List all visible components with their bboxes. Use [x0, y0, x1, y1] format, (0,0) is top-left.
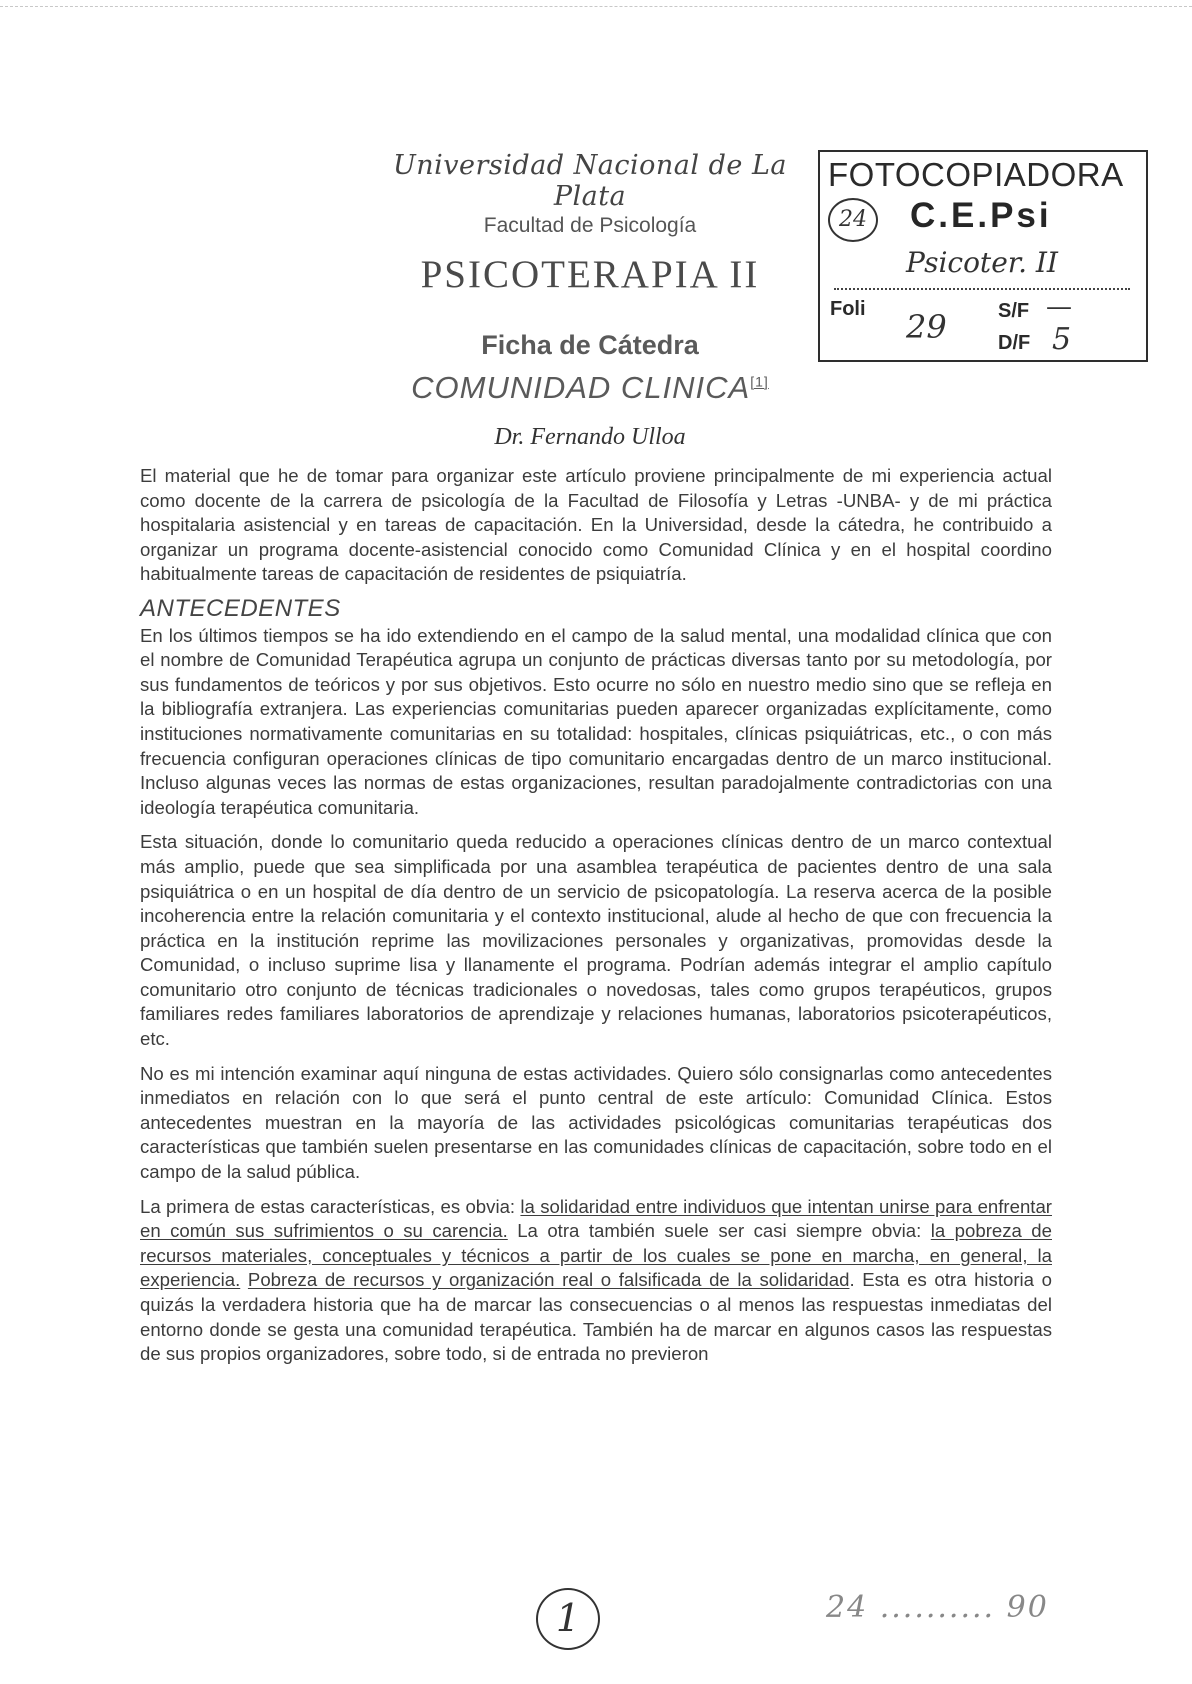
paragraph-3: No es mi intención examinar aquí ninguna de estas actividades. Quiero sólo consignarlas como antecedentes inmediatos en relación con lo que será el punto central de este artículo: Comunidad Clínica. Estos antecedentes muestran en la mayoría de las actividades psicológicas comunitarias terapéuticas dos características que también suelen presentarse en las comunidades clínicas de capacitación, sobre todo en el campo de la salud pública.: [140, 1062, 1052, 1183]
stamp-sf-value: —: [1046, 292, 1072, 322]
p4-underlined-3: Pobreza de recursos y organización real o falsificada de la solidaridad: [247, 1269, 850, 1291]
stamp-folio-value: 29: [906, 308, 947, 346]
stamp-org: C.E.Psi: [910, 196, 1052, 235]
stamp-folio-label: Foli: [830, 298, 866, 320]
paragraph-2: Esta situación, donde lo comunitario queda reducido a operaciones clínicas dentro de un marco contextual más amplio, puede que sea simplificada por una asamblea terapéutica de pacientes dentro de una sala psiquiátrica o en un hospital de día dentro de un servicio de psicopatología. La reserva acerca de la posible incoherencia entre la relación comunitaria y el contexto institucional, alude al hecho de que con frecuencia la práctica en la institución reprime las movilizaciones personales y organizativas, promovidas desde la Comunidad, o incluso suprime lisa y llanamente el programa. Podrían además integrar el amplio capítulo comunitario otro conjunto de técnicas tradicionales o novedosas, tales como grupos terapéuticos, grupos familiares redes familiares laboratorios de aprendizaje y relaciones humanas, laboratorios psicoterapéuticos, etc.: [140, 831, 1052, 1050]
footnote-marker: [1]: [750, 373, 769, 390]
section-heading: ANTECEDENTES: [140, 594, 341, 622]
intro-paragraph: El material que he de tomar para organizar este artículo proviene principalmente de mi experiencia actual como docente de la carrera de psicología de la Facultad de Filosofía y Letras -UNBA- y de mi práctica hospitalaria asistencial y en tareas de capacitación. En la Universidad, desde la cátedra, he contribuido a organizar un programa docente-asistencial conocido como Comunidad Clínica y en el hospital coordino habitualmente tareas de capacitación de residentes de psiquiatría.: [140, 465, 1052, 585]
p4-underlined-1: la solidaridad entre individuos que intentan unirse para enfrentar en común sus sufrimientos o su carencia.: [140, 1195, 1052, 1242]
handwritten-footer-numbers: 24 .......... 90: [826, 1590, 1049, 1625]
scan-edge-line: [0, 6, 1192, 7]
faculty-name: Facultad de Psicología: [483, 214, 697, 237]
article-author: Dr. Fernando Ulloa: [494, 424, 686, 450]
p4-text-a: La primera de estas características, es obvia:: [140, 1195, 521, 1217]
ficha-label: Ficha de Cátedra: [481, 330, 699, 360]
stamp-course: Psicoter. II: [834, 246, 1130, 290]
article-title: [380, 370, 800, 406]
document-header: [380, 150, 800, 297]
stamp-df-label: D/F: [998, 332, 1031, 354]
stamp-number: 24: [828, 198, 878, 242]
course-title: PSICOTERAPIA II: [420, 253, 760, 296]
university-name: Universidad Nacional de La Plata: [393, 150, 787, 212]
handwritten-page-number: 1: [536, 1588, 600, 1650]
article-body: [140, 464, 1052, 1377]
p4-underlined-2: la pobreza de recursos materiales, conceptuales y técnicos a partir de los cuales se pone en marcha, en general, la experiencia.: [140, 1220, 1052, 1291]
article-title-text: COMUNIDAD CLINICA: [411, 370, 751, 405]
p4-text-b: La otra también suele ser casi siempre obvia:: [507, 1220, 931, 1242]
paragraph-4: [140, 1195, 1052, 1367]
p4-text-d: . Esta es otra historia o quizás la verdadera historia que ha de marcar las consecuencias o al menos las respuestas inmediatas del entorno donde se gesta una comunidad terapéutica. También ha de marcar en algunos casos las respuestas de sus propios organizadores, sobre todo, si de entrada no previeron: [140, 1269, 1053, 1365]
stamp-df-value: 5: [1052, 322, 1072, 357]
p4-text-c: [240, 1269, 248, 1290]
stamp-title: FOTOCOPIADORA: [828, 156, 1124, 193]
stamp-sf-label: S/F: [998, 300, 1030, 322]
photocopy-stamp: [818, 150, 1148, 362]
paragraph-1: En los últimos tiempos se ha ido extendiendo en el campo de la salud mental, una modalidad clínica que con el nombre de Comunidad Terapéutica agrupa un conjunto de prácticas diversas tanto por su metodología, por sus fundamentos de teóricos y por sus objetivos. Esto ocurre no sólo en nuestro medio sino que se refleja en la bibliografía extranjera. Las experiencias comunitarias pueden aparecer organizadas explícitamente, como instituciones normativamente comunitarias en su totalidad: hospitales, clínicas psiquiátricas, etc., o con más frecuencia configuran operaciones clínicas de tipo comunitario encargadas dentro de un marco institucional. Incluso algunas veces las normas de estas organizaciones, resultan paradojalmente contradictorias con una ideología terapéutica comunitaria.: [140, 624, 1052, 818]
